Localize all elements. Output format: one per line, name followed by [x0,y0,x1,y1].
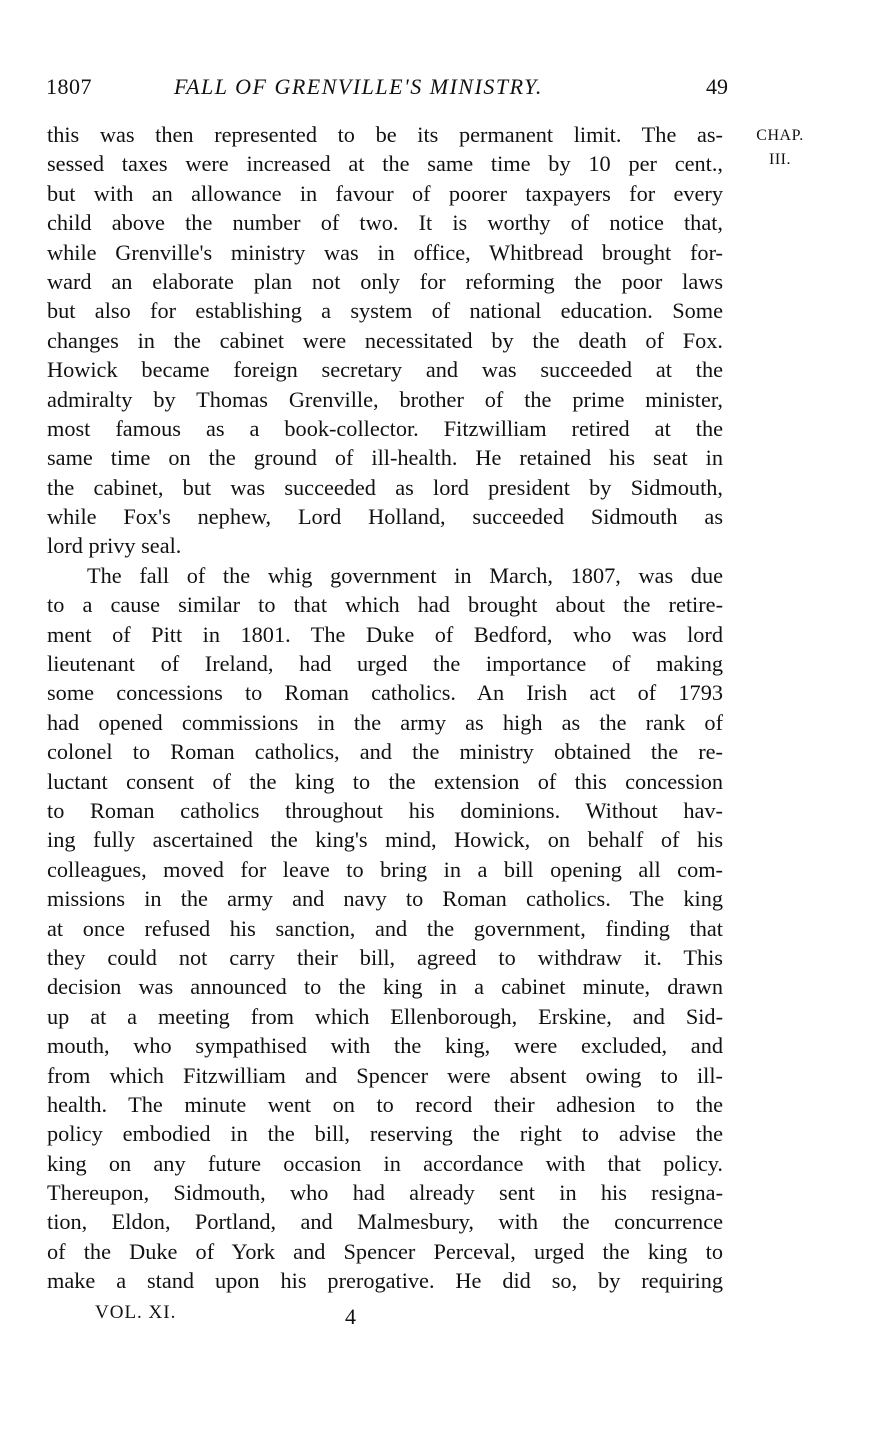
text-line: at once refused his sanction, and the government, finding that [47,915,723,941]
text-line: health. The minute went on to record their adhesion to the [47,1091,723,1117]
text-line: some concessions to Roman catholics. An Irish act of 1793 [47,680,723,706]
text-line: colleagues, moved for leave to bring in a bill opening all com- [47,856,723,882]
text-line: ward an elaborate plan not only for reforming the poor laws [47,268,723,294]
text-line: the cabinet, but was succeeded as lord president by Sidmouth, [47,474,723,500]
text-line: Howick became foreign secretary and was succeeded at the [47,357,723,383]
text-line: while Fox's nephew, Lord Holland, succeeded Sidmouth as [47,504,723,530]
text-line: Thereupon, Sidmouth, who had already sent in his resigna- [47,1180,723,1206]
text-line: most famous as a book-collector. Fitzwilliam retired at the [47,415,723,441]
text-line: colonel to Roman catholics, and the ministry obtained the re- [47,739,723,765]
text-line: of the Duke of York and Spencer Perceval, urged the king to [47,1238,723,1264]
page-footer [95,1302,415,1332]
text-line: from which Fitzwilliam and Spencer were absent owing to ill- [47,1062,723,1088]
text-line: up at a meeting from which Ellenborough, Erskine, and Sid- [47,1003,723,1029]
running-head-title: FALL OF GRENVILLE'S MINISTRY. [174,74,543,99]
text-line: decision was announced to the king in a cabinet minute, drawn [47,974,723,1000]
body-text [47,120,723,1296]
text-line: they could not carry their bill, agreed to withdraw it. This [47,944,723,970]
paragraph-2 [47,561,723,1296]
text-line: admiralty by Thomas Grenville, brother of the prime minister, [47,386,723,412]
text-line: this was then represented to be its permanent limit. The as- [47,122,723,147]
text-line: lieutenant of Ireland, had urged the importance of making [47,651,723,677]
text-line: policy embodied in the bill, reserving the right to advise the [47,1121,723,1147]
text-line: but also for establishing a system of national education. Some [47,298,723,324]
text-line: had opened commissions in the army as high as the rank of [47,709,723,735]
text-line: lord privy seal. [47,533,182,559]
paragraph-1 [47,120,723,561]
page-number: 49 [706,74,728,99]
margin-note-chap: CHAP. [756,127,804,144]
running-head-year: 1807 [46,74,92,99]
text-line: The fall of the whig government in March, 1807, was due [87,562,723,588]
text-line: to a cause similar to that which had brought about the retire- [47,592,723,618]
text-line: same time on the ground of ill-health. He retained his seat in [47,445,723,471]
text-line: to Roman catholics throughout his dominions. Without hav- [47,797,723,823]
margin-note-number: III. [769,151,791,168]
text-line: child above the number of two. It is worthy of notice that, [47,210,723,236]
text-line: missions in the army and navy to Roman catholics. The king [47,886,723,912]
text-line: ing fully ascertained the king's mind, Howick, on behalf of his [47,827,723,853]
text-line: mouth, who sympathised with the king, were excluded, and [47,1033,723,1059]
text-line: make a stand upon his prerogative. He did so, by requiring [47,1268,723,1294]
text-line: ment of Pitt in 1801. The Duke of Bedford, who was lord [47,621,723,647]
running-head [46,74,728,104]
volume-signature: VOL. XI. [95,1302,177,1323]
text-line: while Grenville's ministry was in office, Whitbread brought for- [47,239,723,265]
sheet-number: 4 [345,1304,356,1329]
text-line: tion, Eldon, Portland, and Malmesbury, with the concurrence [47,1209,723,1235]
chapter-margin-note [740,124,820,172]
text-line: king on any future occasion in accordance with that policy. [47,1150,723,1176]
text-line: but with an allowance in favour of poorer taxpayers for every [47,180,723,206]
text-line: changes in the cabinet were necessitated by the death of Fox. [47,327,723,353]
text-line: luctant consent of the king to the extension of this concession [47,768,723,794]
text-line: sessed taxes were increased at the same time by 10 per cent., [47,151,723,177]
